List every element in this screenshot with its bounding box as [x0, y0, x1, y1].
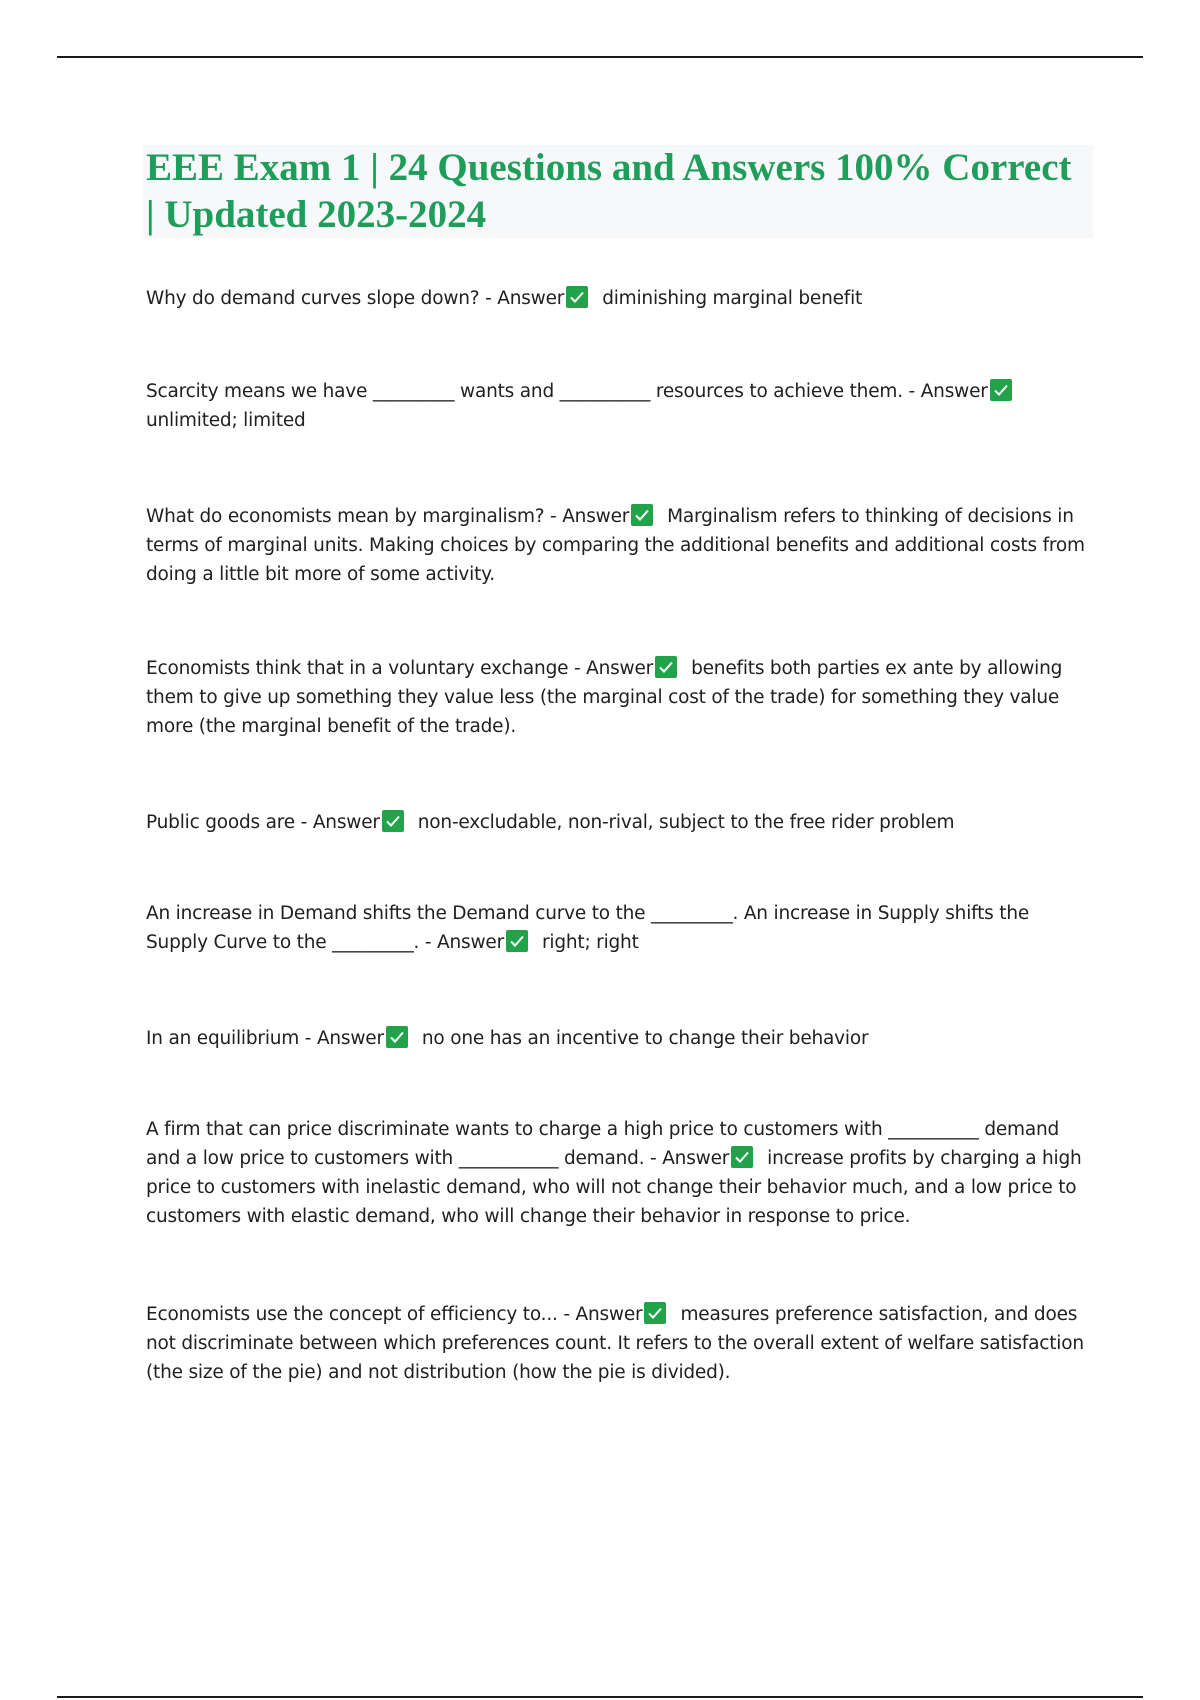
question-text: A firm that can price discriminate wants to charge a high price to customers with __________ demand and a low price to customers with ___________ demand. -	[146, 1119, 1060, 1169]
qa-item	[146, 899, 1096, 957]
check-mark-icon	[990, 379, 1012, 401]
check-mark-icon	[631, 504, 653, 526]
question-text: Why do demand curves slope down? -	[146, 288, 498, 309]
document-title: EEE Exam 1 | 24 Questions and Answers 100% Correct | Updated 2023-2024	[146, 146, 1072, 236]
question-text: Scarcity means we have _________ wants and __________ resources to achieve them. -	[146, 381, 921, 402]
answer-label: Answer	[575, 1304, 643, 1325]
question-text: Economists use the concept of efficiency to... -	[146, 1304, 576, 1325]
answer-text: increase profits by charging a high price to customers with inelastic demand, who will not change their behavior much, and a low price to customers with elastic demand, who will change their behavior in response to price.	[146, 1148, 1082, 1227]
question-text: Economists think that in a voluntary exchange -	[146, 658, 587, 679]
answer-text: Marginalism refers to thinking of decisions in terms of marginal units. Making choices by comparing the additional benefits and additional costs from doing a little bit more of some activity.	[146, 506, 1085, 585]
answer-label: Answer	[662, 1148, 730, 1169]
qa-item	[146, 502, 1096, 589]
check-mark-icon	[386, 1026, 408, 1048]
question-text: What do economists mean by marginalism? -	[146, 506, 563, 527]
check-mark-icon	[655, 656, 677, 678]
answer-label: Answer	[586, 658, 654, 679]
qa-item	[146, 1024, 1096, 1053]
answer-label: Answer	[312, 812, 380, 833]
footer-rule	[57, 1696, 1143, 1698]
qa-item	[146, 1115, 1096, 1231]
check-mark-icon	[644, 1302, 666, 1324]
answer-text: non-excludable, non-rival, subject to the free rider problem	[417, 812, 955, 833]
answer-label: Answer	[437, 932, 504, 953]
answer-text: no one has an incentive to change their behavior	[421, 1028, 869, 1049]
check-mark-icon	[731, 1146, 753, 1168]
check-mark-icon	[382, 810, 404, 832]
answer-label: Answer	[920, 381, 988, 402]
question-text: In an equilibrium -	[146, 1028, 317, 1049]
check-mark-icon	[566, 286, 588, 308]
answer-text: benefits both parties ex ante by allowing them to give up something they value less (the marginal cost of the trade) for something they value more (the marginal benefit of the trade).	[146, 658, 1063, 737]
answer-label: Answer	[316, 1028, 384, 1049]
qa-item	[146, 808, 1096, 837]
check-mark-icon	[506, 930, 528, 952]
question-text: An increase in Demand shifts the Demand curve to the _________. An increase in Supply shifts the Supply Curve to the _________. -	[146, 903, 1030, 953]
answer-text: unlimited; limited	[146, 410, 306, 431]
answer-text: right; right	[541, 932, 639, 953]
answer-text: diminishing marginal benefit	[602, 288, 863, 309]
qa-item	[146, 1300, 1096, 1387]
qa-item	[146, 284, 1096, 313]
answer-text: measures preference satisfaction, and does not discriminate between which preferences count. It refers to the overall extent of welfare satisfaction (the size of the pie) and not distribution (how the pie is divided).	[146, 1304, 1084, 1383]
qa-item	[146, 377, 1096, 435]
answer-label: Answer	[497, 288, 565, 309]
header-rule	[57, 56, 1143, 58]
qa-item	[146, 654, 1096, 741]
question-text: Public goods are -	[146, 812, 313, 833]
answer-label: Answer	[562, 506, 630, 527]
